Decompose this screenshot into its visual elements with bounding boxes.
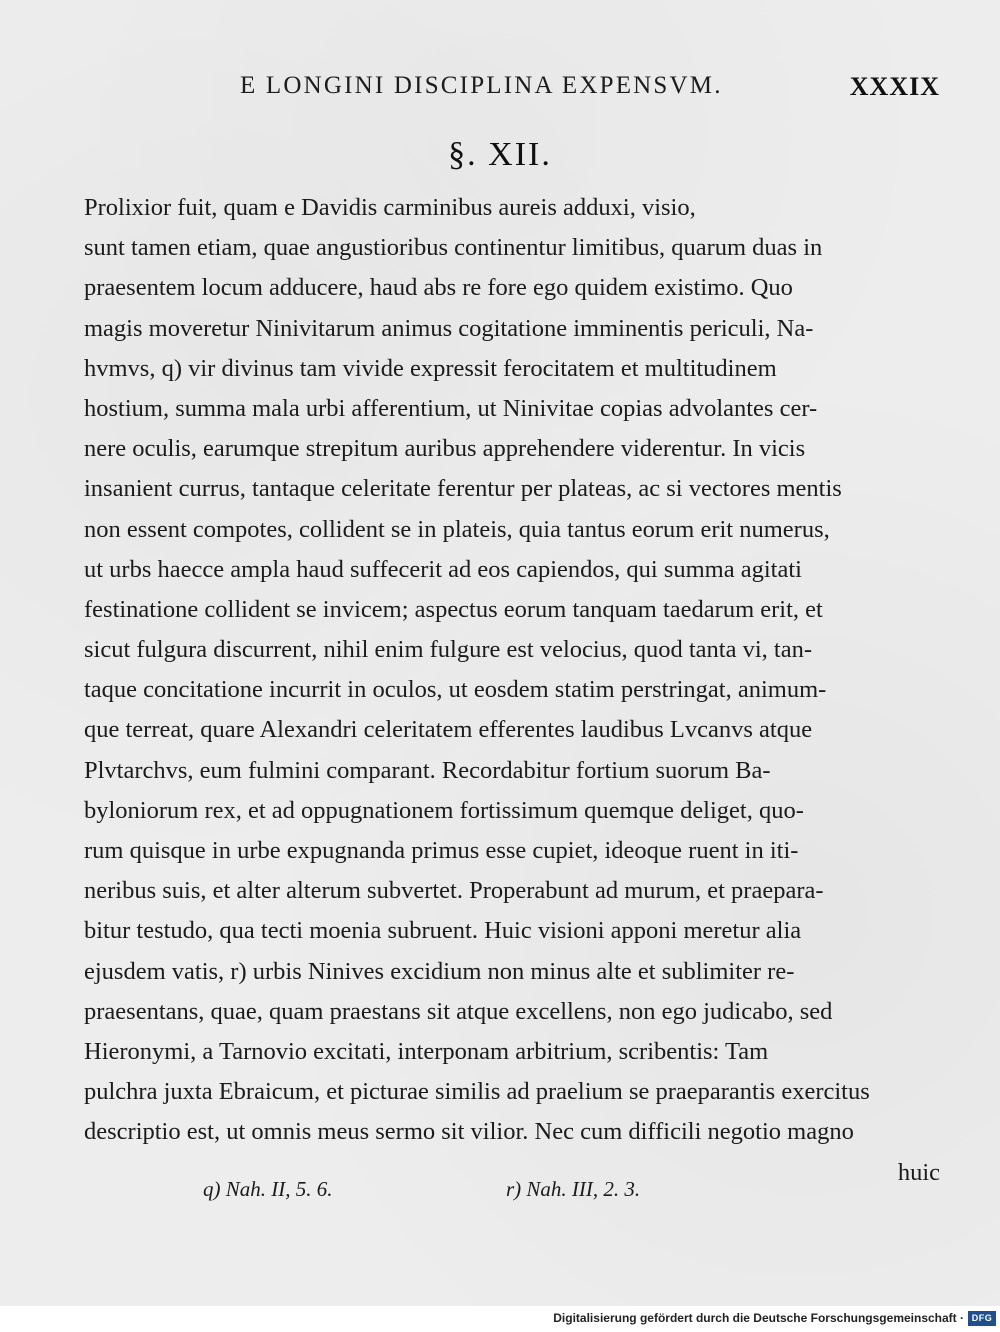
- text-line: pulchra juxta Ebraicum, et picturae similis ad praelium se praeparantis exercitus: [84, 1078, 870, 1106]
- text-line: Prolixior fuit, quam e Davidis carminibus aureis adduxi, visio,: [84, 194, 696, 221]
- credit-bar: [0, 1306, 1000, 1332]
- text-line: que terreat, quare Alexandri celeritatem efferentes laudibus Lvcanvs atque: [84, 716, 813, 744]
- text-line: hvmvs, q) vir divinus tam vivide expressit ferocitatem et multitudinem: [84, 354, 777, 382]
- footnote-q: q) Nah. II, 5. 6.: [203, 1177, 333, 1201]
- text-line: praesentem locum adducere, haud abs re fore ego quidem existimo. Quo: [84, 274, 793, 302]
- section-heading: §. XII.: [448, 136, 552, 173]
- text-line: Plvtarchvs, eum fulmini comparant. Recordabitur fortium suorum Ba-: [84, 756, 771, 784]
- text-line: non essent compotes, collident se in plateis, quia tantus eorum erit numerus,: [84, 515, 830, 543]
- text-line: festinatione collident se invicem; aspectus eorum tanquam taedarum erit, et: [84, 595, 823, 623]
- text-line: neribus suis, et alter alterum subvertet. Properabunt ad murum, et praepara-: [84, 877, 824, 905]
- text-line: praesentans, quae, quam praestans sit atque excellens, non ego judicabo, sed: [84, 997, 833, 1025]
- text-line: taque concitatione incurrit in oculos, ut eosdem statim perstringat, animum-: [84, 676, 827, 704]
- text-line: ejusdem vatis, r) urbis Ninives excidium non minus alte et sublimiter re-: [84, 957, 795, 985]
- text-line: Hieronymi, a Tarnovio excitati, interponam arbitrium, scribentis: Tam: [84, 1037, 769, 1065]
- running-title: E LONGINI DISCIPLINA EXPENSVM.: [240, 72, 723, 99]
- text-line: sicut fulgura discurrent, nihil enim fulgure est velocius, quod tanta vi, tan-: [84, 636, 813, 664]
- text-line: nere oculis, earumque strepitum auribus apprehendere viderentur. In vicis: [84, 435, 806, 463]
- text-line: sunt tamen etiam, quae angustioribus continentur limitibus, quarum duas in: [84, 234, 823, 262]
- funding-credit: Digitalisierung gefördert durch die Deutsche Forschungsgemeinschaft ·: [553, 1311, 964, 1325]
- text-line: rum quisque in urbe expugnanda primus esse cupiet, ideoque ruent in iti-: [84, 837, 799, 864]
- running-head: [200, 72, 940, 106]
- footnotes: [203, 1177, 803, 1211]
- text-line: byloniorum rex, et ad oppugnationem fortissimum quemque deliget, quo-: [84, 796, 804, 824]
- text-line: magis moveretur Ninivitarum animus cogitatione imminentis periculi, Na-: [84, 314, 814, 342]
- body-text: [84, 188, 940, 1193]
- footnote-r: r) Nah. III, 2. 3.: [506, 1177, 641, 1201]
- text-line: descriptio est, ut omnis meus sermo sit vilior. Nec cum difficili negotio magno: [84, 1118, 854, 1146]
- text-line: bitur testudo, qua tecti moenia subruent. Huic visioni apponi meretur alia: [84, 917, 802, 945]
- dfg-logo-icon: DFG: [968, 1311, 996, 1326]
- page-number: XXXIX: [849, 72, 940, 101]
- text-line: insanient currus, tantaque celeritate ferentur per plateas, ac si vectores mentis: [84, 475, 842, 503]
- catchword: huic: [897, 1158, 940, 1186]
- text-line: hostium, summa mala urbi afferentium, ut Ninivitae copias advolantes cer-: [84, 394, 818, 422]
- text-line: ut urbs haecce ampla haud suffecerit ad eos capiendos, qui summa agitati: [84, 555, 802, 583]
